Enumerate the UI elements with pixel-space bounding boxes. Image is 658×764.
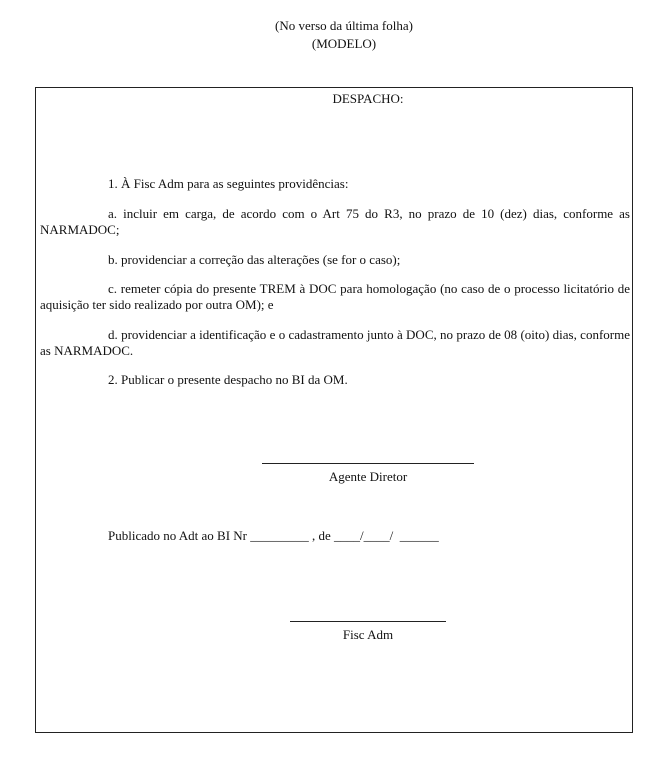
- item-2: 2. Publicar o presente despacho no BI da OM.: [108, 372, 348, 387]
- signature-label-fisc-adm: Fisc Adm: [342, 627, 394, 642]
- signature-line-fisc-adm: [290, 621, 446, 622]
- item-1: 1. À Fisc Adm para as seguintes providências:: [108, 176, 349, 191]
- dispatch-box: [35, 87, 633, 733]
- item-b: b. providenciar a correção das alterações (se for o caso);: [108, 252, 401, 267]
- signature-label-agente-diretor: Agente Diretor: [328, 469, 408, 484]
- header-note: (No verso da última folha): [275, 18, 413, 33]
- item-a: a. incluir em carga, de acordo com o Art 75 do R3, no prazo de 10 (dez) dias, conforme as NARMADOC;: [40, 206, 630, 237]
- signature-line-agente-diretor: [262, 463, 474, 464]
- publication-line: Publicado no Adt ao BI Nr _________ , de ____/____/ ______: [108, 528, 439, 543]
- header-model-label: (MODELO): [311, 36, 377, 51]
- item-c: c. remeter cópia do presente TREM à DOC para homologação (no caso de o processo licitatório de aquisição ter sido realizado por outra OM); e: [40, 281, 630, 312]
- dispatch-title: DESPACHO:: [332, 91, 404, 106]
- item-d: d. providenciar a identificação e o cadastramento junto à DOC, no prazo de 08 (oito) dias, conforme as NARMADOC.: [40, 327, 630, 358]
